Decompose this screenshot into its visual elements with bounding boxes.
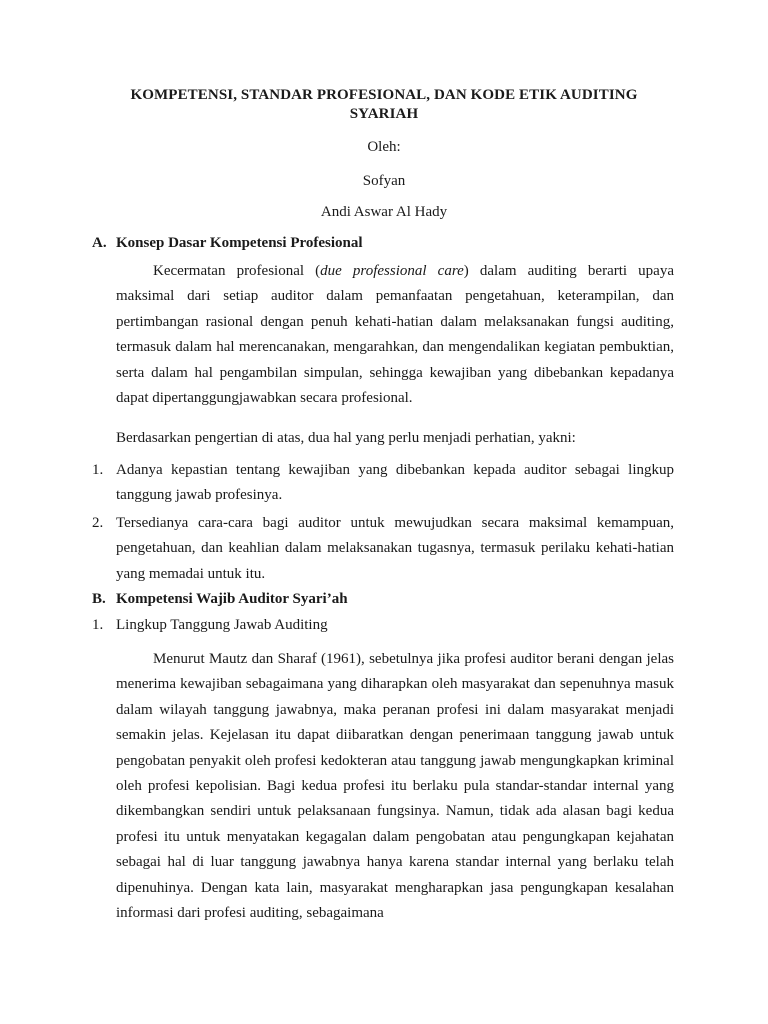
subsection-number: 1. [92, 617, 104, 633]
italic-term: due professional care [320, 263, 464, 279]
subsection-title: Lingkup Tanggung Jawab Auditing [116, 617, 328, 633]
section-marker: B. [92, 591, 106, 607]
list-intro: Berdasarkan pengertian di atas, dua hal yang perlu menjadi perhatian, yakni: [116, 430, 576, 446]
list-number: 2. [92, 515, 104, 531]
paragraph-text: ) dalam auditing berarti upaya maksimal dari setiap auditor dalam pemanfaatan pengetahuan, keterampilan, dan pertimbangan rasional dengan penuh kehati-hatian dalam melaksanakan fungsi auditing, termasuk dalam hal merencanakan, mengarahkan, dan mengendalikan kegiatan pembuktian, serta dalam hal pengambilan simpulan, sehingga kewajiban yang dibebankan kepadanya dapat dipertanggungjawabkan secara profesional. [116, 263, 674, 407]
list-item [92, 458, 674, 509]
list-item-text: Tersedianya cara-cara bagi auditor untuk mewujudkan secara maksimal kemampuan, pengetahuan, dan keahlian dalam melaksanakan tugasnya, termasuk perilaku kehati-hatian yang memadai untuk itu. [116, 515, 674, 582]
list-item-text: Adanya kepastian tentang kewajiban yang dibebankan kepada auditor sebagai lingkup tanggung jawab profesinya. [116, 462, 674, 504]
list-item [92, 511, 674, 587]
author-name: Andi Aswar Al Hady [320, 204, 448, 220]
author-name: Sofyan [362, 173, 406, 189]
by-label: Oleh: [367, 139, 401, 155]
section-b-heading [92, 590, 348, 609]
section-title: Kompetensi Wajib Auditor Syari’ah [116, 591, 348, 607]
list-number: 1. [92, 462, 104, 478]
document-title: KOMPETENSI, STANDAR PROFESIONAL, DAN KODE ETIK AUDITING SYARIAH [130, 87, 638, 122]
subsection-heading [92, 616, 328, 635]
paragraph-due-professional-care [116, 259, 674, 411]
section-a-heading [92, 234, 363, 253]
section-marker: A. [92, 235, 107, 251]
section-title: Konsep Dasar Kompetensi Profesional [116, 235, 363, 251]
paragraph-mautz-sharaf: Menurut Mautz dan Sharaf (1961), sebetulnya jika profesi auditor berani dengan jelas menerima kewajiban sebagaimana yang diharapkan oleh masyarakat dan sepenuhnya masuk dalam wilayah tanggung jawabnya, maka peranan profesi ini dalam masyarakat menjadi semakin jelas. Kejelasan itu dapat diibaratkan dengan penerimaan tanggung jawab untuk pengobatan penyakit oleh profesi kedokteran atau tanggung jawab mengungkapkan kriminal oleh profesi kepolisian. Bagi kedua profesi itu berlaku pula standar-standar internal yang dikembangkan sendiri untuk pelaksanaan fungsinya. Namun, tidak ada alasan bagi kedua profesi itu untuk menyatakan kegagalan dalam pengobatan atau pengungkapan kejahatan sebagai hal di luar tanggung jawabnya hanya karena standar internal yang berlaku telah dipenuhinya. Dengan kata lain, masyarakat mengharapkan jasa pengungkapan kesalahan informasi dari profesi auditing, sebagaimana [116, 651, 674, 922]
paragraph-text: Kecermatan profesional ( [153, 263, 321, 279]
